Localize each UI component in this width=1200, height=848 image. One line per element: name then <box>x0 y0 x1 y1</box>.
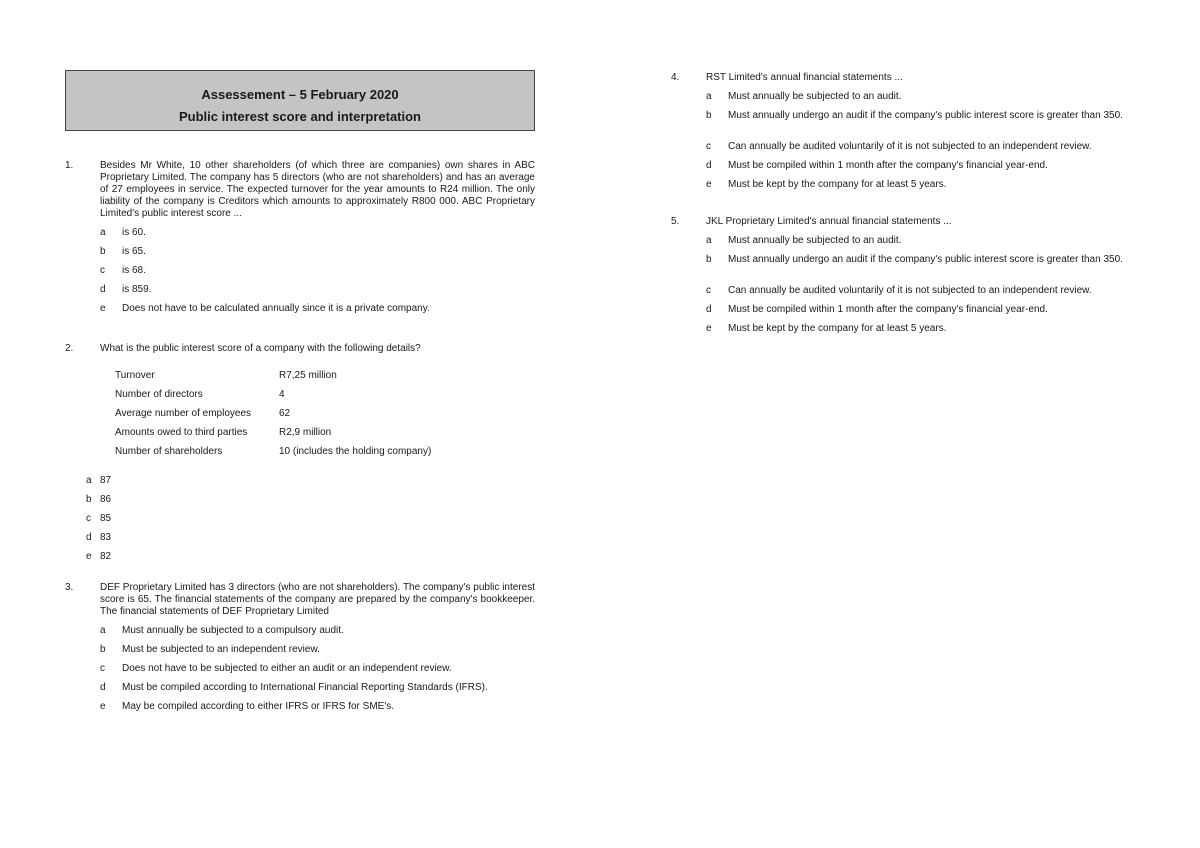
option-letter: d <box>706 304 712 315</box>
option-letter: a <box>100 227 106 238</box>
table-label: Average number of employees <box>115 407 252 419</box>
table-row <box>115 404 535 423</box>
table-row <box>115 366 535 385</box>
option-b <box>706 110 1131 141</box>
option-letter: b <box>86 493 92 505</box>
option-letter: c <box>86 512 91 524</box>
question-text: Besides Mr White, 10 other shareholders (of which three are companies) own shares in ABC Proprietary Limited. The company has 5 directors (who are not shareholders) and has an average of 27 employees in service. The expected turnover for the year amounts to R24 million. The only liability of the company is Creditors which amounts to approximately R800 000. ABC Proprietary Limited's public interest score ... <box>100 160 535 219</box>
option-text: is 68. <box>122 265 146 276</box>
question-number: 4. <box>671 72 680 83</box>
option-text: 83 <box>100 531 112 543</box>
option-text: Can annually be audited voluntarily of it is not subjected to an independent review. <box>728 141 1092 152</box>
option-a <box>86 471 535 490</box>
option-a <box>100 227 535 246</box>
table-row <box>115 385 535 404</box>
option-letter: c <box>100 663 105 674</box>
option-e <box>706 323 1131 342</box>
option-a <box>706 235 1131 254</box>
question-text: DEF Proprietary Limited has 3 directors (who are not shareholders). The company's public interest score is 65. The financial statements of the company are prepared by the company's bookkeeper. The financial statements of DEF Proprietary Limited <box>100 582 535 617</box>
title-box <box>65 70 535 131</box>
option-c <box>706 285 1131 304</box>
option-b <box>100 644 535 663</box>
table-label: Number of shareholders <box>115 445 223 457</box>
option-text: Must be subjected to an independent review. <box>122 644 320 655</box>
option-text: Can annually be audited voluntarily of it is not subjected to an independent review. <box>728 285 1092 296</box>
option-text: 85 <box>100 512 112 524</box>
option-e <box>100 701 535 720</box>
option-letter: e <box>86 550 92 562</box>
table-row <box>115 423 535 442</box>
option-letter: e <box>100 303 106 314</box>
question-4 <box>671 72 1131 198</box>
table-row <box>115 442 535 461</box>
option-e <box>706 179 1131 198</box>
option-b <box>100 246 535 265</box>
question-number: 3. <box>65 582 74 593</box>
option-text: Does not have to be subjected to either an audit or an independent review. <box>122 663 452 674</box>
option-text: 86 <box>100 493 112 505</box>
question-number: 2. <box>65 343 74 354</box>
table-label: Turnover <box>115 369 155 381</box>
option-letter: c <box>100 265 105 276</box>
option-text: Must be compiled within 1 month after the company's financial year-end. <box>728 160 1048 171</box>
question-number: 5. <box>671 216 680 227</box>
option-letter: d <box>100 682 106 693</box>
option-text: is 65. <box>122 246 146 257</box>
option-text: Must annually be subjected to an audit. <box>728 235 902 246</box>
question-2 <box>65 343 535 566</box>
option-c <box>100 663 535 682</box>
option-d <box>86 528 535 547</box>
table-value: R2,9 million <box>279 426 332 438</box>
option-e <box>100 303 535 322</box>
company-details-table <box>115 366 535 461</box>
option-d <box>100 682 535 701</box>
option-text: Must be kept by the company for at least 5 years. <box>728 323 947 334</box>
option-d <box>706 304 1131 323</box>
option-text: Must annually undergo an audit if the company's public interest score is greater than 350. <box>728 254 1123 265</box>
table-value: 10 (includes the holding company) <box>279 445 432 457</box>
option-a <box>100 625 535 644</box>
option-e <box>86 547 535 566</box>
left-column <box>65 70 535 712</box>
option-text: Must be compiled according to International Financial Reporting Standards (IFRS). <box>122 682 488 693</box>
option-c <box>100 265 535 284</box>
option-letter: a <box>706 91 712 102</box>
option-letter: d <box>706 160 712 171</box>
option-text: Must annually be subjected to an audit. <box>728 91 902 102</box>
option-text: May be compiled according to either IFRS or IFRS for SME's. <box>122 701 395 712</box>
option-b <box>706 254 1131 285</box>
option-letter: b <box>706 110 712 121</box>
question-text: JKL Proprietary Limited's annual financial statements ... <box>706 216 952 227</box>
option-text: Must annually undergo an audit if the company's public interest score is greater than 350. <box>728 110 1123 121</box>
option-letter: a <box>86 474 92 486</box>
question-text: RST Limited's annual financial statements ... <box>706 72 903 83</box>
option-text: is 859. <box>122 284 152 295</box>
option-d <box>100 284 535 303</box>
option-text: is 60. <box>122 227 146 238</box>
option-text: 82 <box>100 550 112 562</box>
table-value: R7,25 million <box>279 369 337 381</box>
option-text: 87 <box>100 474 112 486</box>
option-letter: b <box>100 644 106 655</box>
table-value: 4 <box>279 388 285 400</box>
option-letter: a <box>100 625 106 636</box>
option-letter: b <box>100 246 106 257</box>
table-value: 62 <box>279 407 291 419</box>
option-text: Must annually be subjected to a compulsory audit. <box>122 625 344 636</box>
option-text: Must be compiled within 1 month after the company's financial year-end. <box>728 304 1048 315</box>
option-letter: c <box>706 285 711 296</box>
document-subtitle: Public interest score and interpretation <box>179 109 421 124</box>
option-d <box>706 160 1131 179</box>
question-5 <box>671 216 1131 342</box>
option-text: Must be kept by the company for at least 5 years. <box>728 179 947 190</box>
option-b <box>86 490 535 509</box>
table-label: Amounts owed to third parties <box>115 426 248 438</box>
option-letter: b <box>706 254 712 265</box>
document-title: Assessement – 5 February 2020 <box>201 87 399 102</box>
option-letter: e <box>706 323 712 334</box>
question-3 <box>65 582 535 720</box>
option-letter: c <box>706 141 711 152</box>
option-a <box>706 91 1131 110</box>
option-letter: e <box>706 179 712 190</box>
question-text: What is the public interest score of a company with the following details? <box>100 343 421 354</box>
question-number: 1. <box>65 160 74 171</box>
option-letter: a <box>706 235 712 246</box>
option-letter: d <box>86 531 92 543</box>
option-c <box>706 141 1131 160</box>
question-1 <box>65 160 535 322</box>
option-c <box>86 509 535 528</box>
table-label: Number of directors <box>115 388 203 400</box>
option-letter: d <box>100 284 106 295</box>
option-letter: e <box>100 701 106 712</box>
option-text: Does not have to be calculated annually since it is a private company. <box>122 303 430 314</box>
